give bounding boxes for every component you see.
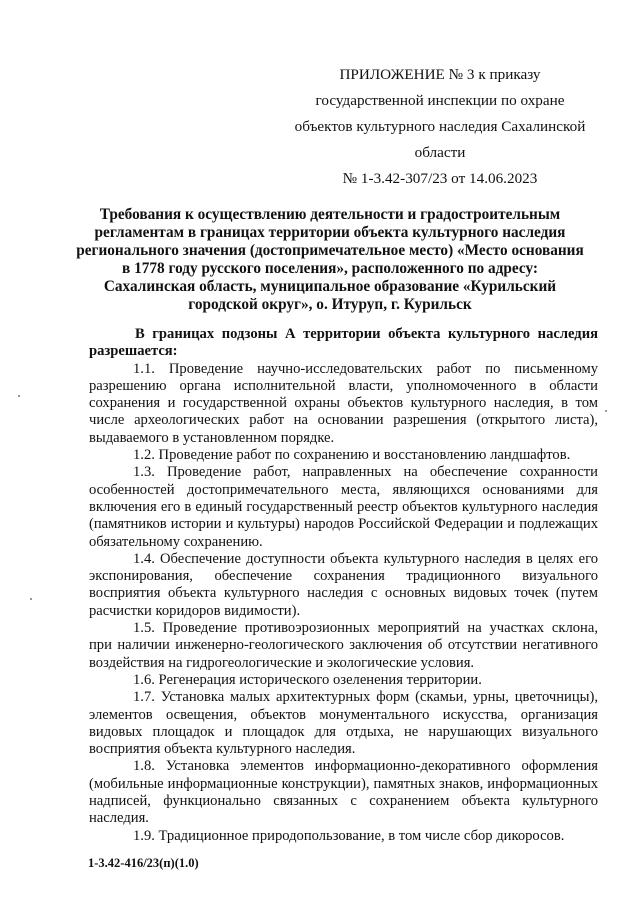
title-line: Сахалинская область, муниципальное образование «Курильский (103, 278, 557, 295)
list-item-1-1: 1.1. Проведение научно-исследовательских работ по письменному разрешению органа исполнительной власти, уполномоченного в области сохранения и государственной охраны объектов культурного наследия, в том числе археологических работ на основании разрешения (открытого листа), выдаваемого в установленном порядке. (89, 360, 598, 446)
section-heading: В границах подзоны А территории объекта культурного наследия разрешается: (89, 326, 598, 360)
list-item-1-6: 1.6. Регенерация исторического озеленения территории. (133, 671, 482, 688)
document-body (89, 326, 598, 845)
document-code: 1-3.42-416/23(п)(1.0) (88, 856, 199, 870)
list-item-1-4: 1.4. Обеспечение доступности объекта культурного наследия в целях его экспонирования, обеспечение сохранения традиционного визуального восприятия объекта культурного наследия с основных видовых точек (путем расчистки коридоров видимости). (89, 550, 598, 619)
scan-speck (30, 598, 32, 600)
header-line-inspection: государственной инспекции по охране (315, 92, 565, 109)
title-line: в 1778 году русского поселения», расположенного по адресу: (122, 260, 538, 277)
header-line-objects: объектов культурного наследия Сахалинской (294, 118, 586, 135)
document-title (70, 206, 590, 314)
appendix-header (290, 62, 590, 192)
list-item-1-3: 1.3. Проведение работ, направленных на обеспечение сохранности особенностей достопримечательного места, являющихся основаниями для включения его в единый государственный реестр объектов культурного наследия (памятников истории и культуры) народов Российской Федерации и подлежащих обязательному сохранению. (89, 464, 598, 550)
list-item-1-8: 1.8. Установка элементов информационно-декоративного оформления (мобильные информационные конструкции), памятных знаков, информационных надписей, функционально связанных с сохранением объекта культурного наследия. (89, 758, 598, 827)
title-line: Требования к осуществлению деятельности и градостроительным (99, 206, 561, 223)
title-line: регионального значения (достопримечательное место) «Место основания (76, 242, 584, 259)
scan-speck (18, 395, 20, 397)
list-item-1-2: 1.2. Проведение работ по сохранению и восстановлению ландшафтов. (133, 447, 571, 464)
list-item-1-7: 1.7. Установка малых архитектурных форм (скамьи, урны, цветочницы), элементов освещения, объектов монументального искусства, организация видовых площадок и площадок для отдыха, не нарушающих визуального восприятия объекта культурного наследия. (89, 689, 598, 758)
list-item-1-9: 1.9. Традиционное природопользование, в том числе сбор дикоросов. (133, 827, 565, 844)
scan-speck (605, 410, 607, 412)
title-line: городской округ», о. Итуруп, г. Курильск (188, 296, 472, 313)
title-line: регламентам в границах территории объекта культурного наследия (94, 224, 566, 241)
header-line-order-number: № 1-3.42-307/23 от 14.06.2023 (342, 170, 538, 187)
list-item-1-5: 1.5. Проведение противоэрозионных мероприятий на участках склона, при наличии инженерно-геологического заключения об отсутствии негативного воздействия на гидрогеологические и экологические условия. (89, 620, 598, 671)
header-line-appendix: ПРИЛОЖЕНИЕ № 3 к приказу (339, 66, 541, 83)
header-line-region: области (414, 144, 466, 161)
